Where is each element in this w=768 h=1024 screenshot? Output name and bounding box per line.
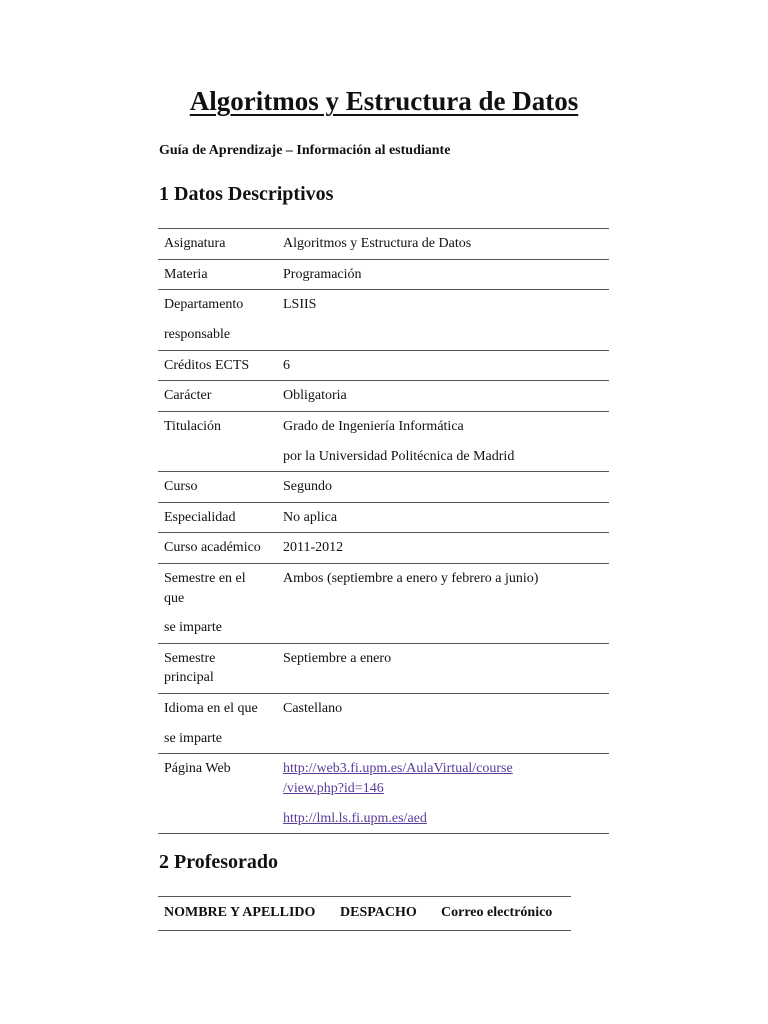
column-header-despacho: DESPACHO bbox=[340, 905, 417, 920]
table-row bbox=[158, 229, 609, 260]
row-label: Idioma en el que se imparte bbox=[164, 701, 258, 746]
document-title: Algoritmos y Estructura de Datos bbox=[189, 86, 579, 116]
table-row bbox=[158, 563, 609, 643]
row-label: Asignatura bbox=[164, 236, 226, 251]
row-value: Ambos (septiembre a enero y febrero a junio) bbox=[283, 570, 539, 586]
section-heading-profesorado: 2 Profesorado bbox=[159, 851, 279, 873]
course-page-link-line-2[interactable]: /view.php?id=146 bbox=[283, 781, 384, 797]
section-heading-datos-descriptivos: 1 Datos Descriptivos bbox=[159, 183, 334, 205]
table-row bbox=[158, 290, 609, 350]
table-row bbox=[158, 754, 609, 834]
table-row bbox=[158, 259, 609, 290]
row-value: LSIIS bbox=[283, 297, 317, 313]
row-label: Semestre en el que se imparte bbox=[164, 570, 246, 636]
row-value: Obligatoria bbox=[283, 388, 347, 404]
row-label: Curso bbox=[164, 479, 198, 495]
row-value: Septiembre a enero bbox=[283, 650, 392, 666]
row-value: 6 bbox=[283, 357, 290, 373]
column-header-correo: Correo electrónico bbox=[441, 905, 553, 920]
row-value: Grado de Ingeniería Informática por la Universidad Politécnica de Madrid bbox=[283, 418, 515, 464]
table-row bbox=[158, 502, 609, 533]
row-label: Especialidad bbox=[164, 509, 236, 525]
table-row bbox=[158, 381, 609, 412]
row-label: Carácter bbox=[164, 388, 212, 404]
row-value: Algoritmos y Estructura de Datos bbox=[283, 236, 472, 251]
descriptive-data-table bbox=[158, 228, 609, 834]
table-row bbox=[158, 643, 609, 693]
row-label: Curso académico bbox=[164, 540, 261, 556]
table-row bbox=[158, 472, 609, 503]
row-value: Programación bbox=[283, 266, 362, 282]
column-header-nombre: NOMBRE Y APELLIDO bbox=[164, 905, 316, 920]
row-value: Castellano bbox=[283, 701, 343, 717]
row-value bbox=[283, 754, 609, 834]
row-label: Departamento responsable bbox=[164, 297, 244, 342]
row-value: No aplica bbox=[283, 509, 338, 525]
table-row bbox=[158, 694, 609, 754]
course-page-link-line-1[interactable]: http://web3.fi.upm.es/AulaVirtual/course bbox=[283, 761, 513, 777]
document-subtitle: Guía de Aprendizaje – Información al estudiante bbox=[159, 143, 451, 158]
row-value: 2011-2012 bbox=[283, 540, 344, 556]
row-label: Página Web bbox=[164, 761, 231, 777]
row-value: Segundo bbox=[283, 479, 332, 495]
row-label: Semestre principal bbox=[164, 650, 216, 686]
row-label: Créditos ECTS bbox=[164, 357, 250, 373]
aed-page-link[interactable]: http://lml.ls.fi.upm.es/aed bbox=[283, 810, 427, 826]
table-row bbox=[158, 350, 609, 381]
faculty-table-header-row bbox=[158, 897, 571, 931]
faculty-table bbox=[158, 896, 571, 931]
row-label: Titulación bbox=[164, 418, 222, 434]
row-label: Materia bbox=[164, 266, 208, 282]
table-row bbox=[158, 411, 609, 471]
table-row bbox=[158, 533, 609, 564]
